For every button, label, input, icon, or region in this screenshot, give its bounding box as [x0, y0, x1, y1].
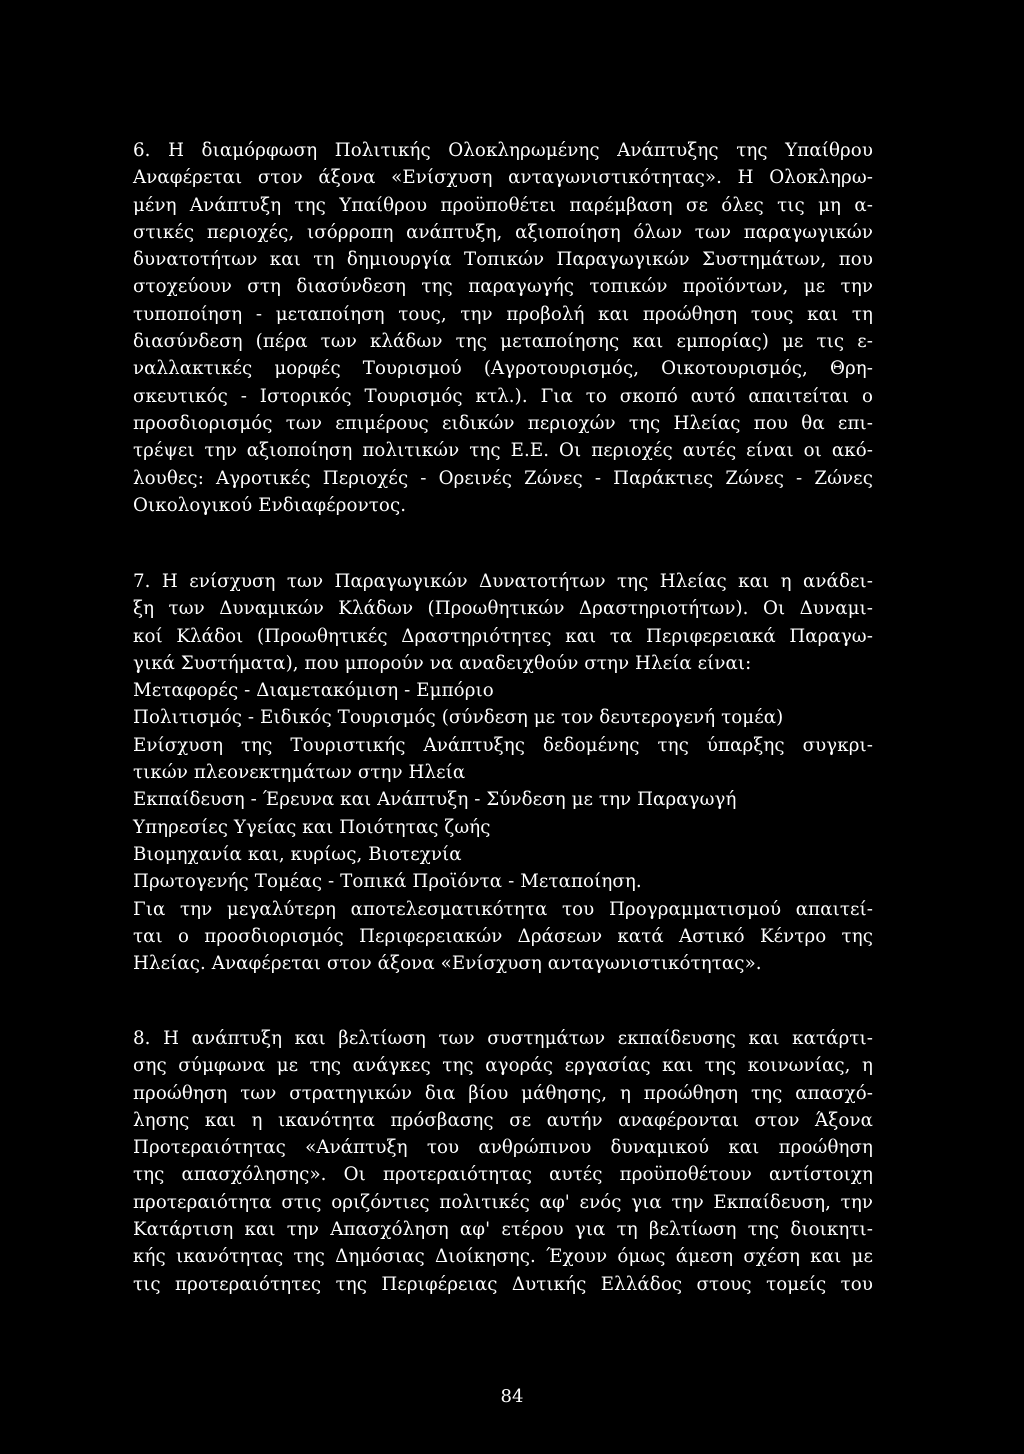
- text-line: διασύνδεση (πέρα των κλάδων της μεταποίησης και εμπορίας) με τις ε-: [133, 331, 873, 353]
- list-item: Ενίσχυση της Τουριστικής Ανάπτυξης δεδομένης της ύπαρξης συγκρι-: [133, 734, 873, 756]
- text-line: Οικολογικού Ενδιαφέροντος.: [133, 494, 407, 516]
- page-number: 84: [500, 1386, 524, 1407]
- text-line: κοί Κλάδοι (Προωθητικές Δραστηριότητες και τα Περιφερειακά Παραγω-: [133, 625, 873, 647]
- text-line: ται ο προσδιορισμός Περιφερειακών Δράσεων κατά Αστικό Κέντρο της: [133, 925, 873, 947]
- text-line: δυνατοτήτων και τη δημιουργία Τοπικών Παραγωγικών Συστημάτων, που: [133, 249, 873, 271]
- text-line: τρέψει την αξιοποίηση πολιτικών της Ε.Ε. Οι περιοχές αυτές είναι οι ακό-: [133, 440, 873, 462]
- text-line: προτεραιότητα στις οριζόντιες πολιτικές αφ' ενός για την Εκπαίδευση, την: [133, 1191, 873, 1213]
- text-line: γικά Συστήματα), που μπορούν να αναδειχθούν στην Ηλεία είναι:: [133, 652, 752, 674]
- text-line: στικές περιοχές, ισόρροπη ανάπτυξη, αξιοποίηση όλων των παραγωγικών: [133, 221, 873, 243]
- text-line: λουθες: Αγροτικές Περιοχές - Ορεινές Ζώνες - Παράκτιες Ζώνες - Ζώνες: [133, 467, 873, 489]
- text-line: τυποποίηση - μεταποίηση τους, την προβολή και προώθηση τους και τη: [133, 303, 873, 325]
- section-6-paragraph: [133, 137, 873, 519]
- text-line: σκευτικός - Ιστορικός Τουρισμός κτλ.). Για το σκοπό αυτό απαιτείται ο: [133, 385, 873, 407]
- text-line: τις προτεραιότητες της Περιφέρειας Δυτικής Ελλάδος στους τομείς του: [133, 1273, 873, 1295]
- text-line: στοχεύουν στη διασύνδεση της παραγωγής τοπικών προϊόντων, με την: [133, 276, 873, 298]
- list-item: Εκπαίδευση - Έρευνα και Ανάπτυξη - Σύνδεση με την Παραγωγή: [133, 789, 737, 811]
- text-line: 8. Η ανάπτυξη και βελτίωση των συστημάτων εκπαίδευσης και κατάρτι-: [133, 1028, 873, 1049]
- text-line: ξη των Δυναμικών Κλάδων (Προωθητικών Δραστηριοτήτων). Οι Δυναμι-: [133, 598, 873, 620]
- text-line: Ηλείας. Αναφέρεται στον άξονα «Ενίσχυση ανταγωνιστικότητας».: [133, 953, 762, 975]
- section-7-paragraph: [133, 568, 873, 977]
- text-line: 7. Η ενίσχυση των Παραγωγικών Δυνατοτήτων της Ηλείας και η ανάδει-: [133, 571, 873, 592]
- list-item: τικών πλεονεκτημάτων στην Ηλεία: [133, 762, 466, 784]
- text-line: Προτεραιότητας «Ανάπτυξη του ανθρώπινου δυναμικού και προώθηση: [133, 1137, 873, 1159]
- text-line: κής ικανότητας της Δημόσιας Διοίκησης. Έχουν όμως άμεση σχέση και με: [133, 1246, 873, 1268]
- text-line: 6. Η διαμόρφωση Πολιτικής Ολοκληρωμένης Ανάπτυξης της Υπαίθρου: [133, 140, 873, 161]
- list-item: Υπηρεσίες Υγείας και Ποιότητας ζωής: [133, 816, 491, 838]
- list-item: Πρωτογενής Τομέας - Τοπικά Προϊόντα - Μεταποίηση.: [133, 871, 642, 893]
- text-line: λησης και η ικανότητα πρόσβασης σε αυτήν αναφέρονται στον Άξονα: [133, 1109, 873, 1131]
- text-line: προσδιορισμός των επιμέρους ειδικών περιοχών της Ηλείας που θα επι-: [133, 412, 873, 434]
- text-line: Αναφέρεται στον άξονα «Ενίσχυση ανταγωνιστικότητας». Η Ολοκληρω-: [133, 167, 873, 189]
- text-line: Για την μεγαλύτερη αποτελεσματικότητα του Προγραμματισμού απαιτεί-: [133, 898, 873, 920]
- text-line: Κατάρτιση και την Απασχόληση αφ' ετέρου για τη βελτίωση της διοικητι-: [133, 1219, 873, 1241]
- text-line: της απασχόλησης». Οι προτεραιότητας αυτές προϋποθέτουν αντίστοιχη: [133, 1164, 873, 1186]
- text-line: ναλλακτικές μορφές Τουρισμού (Αγροτουρισμός, Οικοτουρισμός, Θρη-: [133, 358, 873, 380]
- text-line: σης σύμφωνα με της ανάγκες της αγοράς εργασίας και της κοινωνίας, η: [133, 1055, 873, 1077]
- section-8-paragraph: [133, 1025, 873, 1298]
- list-item: Πολιτισμός - Ειδικός Τουρισμός (σύνδεση με τον δευτερογενή τομέα): [133, 707, 784, 729]
- text-line: μένη Ανάπτυξη της Υπαίθρου προϋποθέτει παρέμβαση σε όλες τις μη α-: [133, 194, 873, 216]
- list-item: Βιομηχανία και, κυρίως, Βιοτεχνία: [133, 843, 462, 865]
- list-item: Μεταφορές - Διαμετακόμιση - Εμπόριο: [133, 680, 494, 702]
- text-line: προώθηση των στρατηγικών δια βίου μάθησης, η προώθηση της απασχό-: [133, 1082, 873, 1104]
